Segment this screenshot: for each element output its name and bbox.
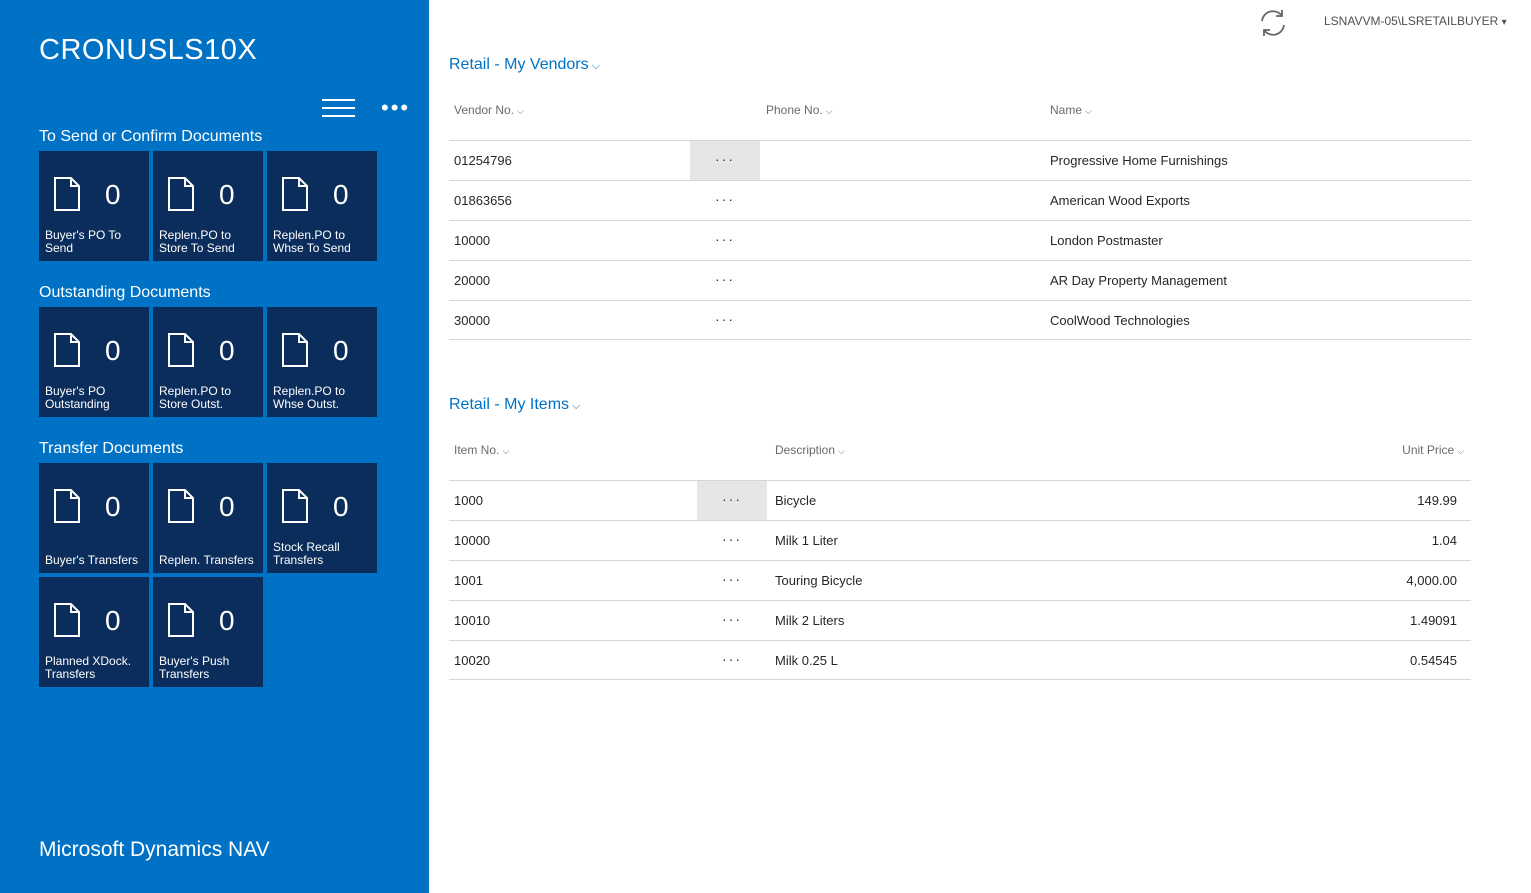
document-icon <box>54 333 80 367</box>
vendor-no-cell[interactable]: 30000 <box>454 313 491 328</box>
column-label: Description <box>775 443 836 457</box>
unit-price-cell: 1.04 <box>1431 533 1457 548</box>
tile-label: Replen. Transfers <box>159 553 254 567</box>
tile-buyers-po-outstanding[interactable] <box>39 307 149 417</box>
tile-stock-recall-transfers[interactable] <box>267 463 377 573</box>
tile-count: 0 <box>333 335 349 366</box>
unit-price-cell: 4,000.00 <box>1406 573 1457 588</box>
more-options-icon[interactable]: ••• <box>381 95 411 120</box>
divider <box>449 560 1471 561</box>
vendors-part-title[interactable] <box>449 56 600 74</box>
divider <box>449 520 1471 521</box>
row-menu-button[interactable]: ··· <box>722 611 742 627</box>
divider <box>449 300 1471 301</box>
document-icon <box>54 603 80 637</box>
hamburger-menu-icon[interactable] <box>322 99 355 119</box>
divider <box>449 140 1471 141</box>
column-header-item-no[interactable] <box>454 443 509 457</box>
chevron-down-icon: ⌵ <box>838 446 845 456</box>
vendor-no-cell[interactable]: 01863656 <box>454 193 512 208</box>
chevron-down-icon: ▾ <box>1501 17 1507 28</box>
divider <box>449 180 1471 181</box>
tile-count: 0 <box>333 179 349 210</box>
chevron-down-icon: ⌵ <box>572 400 581 412</box>
chevron-down-icon: ⌵ <box>517 106 524 116</box>
tile-label: Replen.PO to Whse To Send <box>273 228 351 255</box>
document-icon <box>168 177 194 211</box>
vendors-title-text: Retail - My Vendors <box>449 56 589 73</box>
column-header-unit-price[interactable] <box>1340 443 1464 457</box>
item-no-cell[interactable]: 10000 <box>454 533 491 548</box>
tile-count: 0 <box>105 335 121 366</box>
navigation-pane <box>0 0 429 893</box>
item-no-cell[interactable]: 10020 <box>454 653 491 668</box>
tile-count: 0 <box>105 179 121 210</box>
tile-label: Buyer's Transfers <box>45 553 138 567</box>
item-no-cell[interactable]: 1001 <box>454 573 483 588</box>
unit-price-cell: 149.99 <box>1417 493 1457 508</box>
vendor-name-cell: CoolWood Technologies <box>1050 313 1190 328</box>
divider <box>449 220 1471 221</box>
tile-count: 0 <box>219 179 235 210</box>
document-icon <box>282 333 308 367</box>
user-name: LSNAVVM-05\LSRETAILBUYER <box>1324 14 1499 28</box>
tile-replen-po-whse-outst[interactable] <box>267 307 377 417</box>
item-description-cell: Bicycle <box>775 493 817 508</box>
tile-buyers-push-transfers[interactable] <box>153 577 263 687</box>
document-icon <box>54 489 80 523</box>
item-no-cell[interactable]: 10010 <box>454 613 491 628</box>
tile-replen-po-store-outst[interactable] <box>153 307 263 417</box>
document-icon <box>168 489 194 523</box>
item-description-cell: Milk 1 Liter <box>775 533 838 548</box>
vendor-name-cell: Progressive Home Furnishings <box>1050 153 1228 168</box>
row-menu-button[interactable]: ··· <box>722 571 742 587</box>
vendor-name-cell: American Wood Exports <box>1050 193 1190 208</box>
divider <box>449 640 1471 641</box>
divider <box>449 339 1471 340</box>
tile-count: 0 <box>105 491 121 522</box>
vendor-no-cell[interactable]: 10000 <box>454 233 491 248</box>
tile-count: 0 <box>219 491 235 522</box>
user-menu[interactable] <box>1324 14 1507 28</box>
tile-replen-po-store-to-send[interactable] <box>153 151 263 261</box>
column-header-phone-no[interactable] <box>766 103 833 117</box>
refresh-icon[interactable] <box>1257 7 1289 39</box>
row-menu-button[interactable]: ··· <box>722 531 742 547</box>
column-label: Unit Price <box>1402 443 1455 457</box>
column-label: Item No. <box>454 443 500 457</box>
document-icon <box>282 489 308 523</box>
tile-label: Buyer's PO Outstanding <box>45 384 110 411</box>
vendor-name-cell: AR Day Property Management <box>1050 273 1228 288</box>
column-header-vendor-no[interactable] <box>454 103 524 117</box>
row-menu-button[interactable]: ··· <box>697 481 767 520</box>
product-name: Microsoft Dynamics NAV <box>39 838 270 861</box>
tile-replen-transfers[interactable] <box>153 463 263 573</box>
vendor-no-cell[interactable]: 20000 <box>454 273 491 288</box>
tile-count: 0 <box>333 491 349 522</box>
items-part-title[interactable] <box>449 396 580 414</box>
item-no-cell[interactable]: 1000 <box>454 493 483 508</box>
group-title-transfer: Transfer Documents <box>39 440 184 457</box>
row-menu-button[interactable]: ··· <box>715 311 735 327</box>
tile-count: 0 <box>219 605 235 636</box>
tile-label: Replen.PO to Store Outst. <box>159 384 232 411</box>
group-title-outstanding: Outstanding Documents <box>39 284 211 301</box>
tile-label: Planned XDock. Transfers <box>45 654 132 681</box>
chevron-down-icon: ⌵ <box>1085 106 1092 116</box>
row-menu-button[interactable]: ··· <box>722 651 742 667</box>
item-description-cell: Milk 0.25 L <box>775 653 838 668</box>
row-menu-button[interactable]: ··· <box>715 271 735 287</box>
column-header-description[interactable] <box>775 443 845 457</box>
chevron-down-icon: ⌵ <box>502 446 510 456</box>
unit-price-cell: 1.49091 <box>1410 613 1457 628</box>
row-menu-button[interactable]: ··· <box>715 231 735 247</box>
tile-label: Replen.PO to Whse Outst. <box>273 384 346 411</box>
tile-count: 0 <box>219 335 235 366</box>
tile-buyers-transfers[interactable] <box>39 463 149 573</box>
company-name: CRONUSLS10X <box>39 34 258 66</box>
tile-label: Buyer's PO To Send <box>45 228 122 255</box>
document-icon <box>54 177 80 211</box>
row-menu-button[interactable]: ··· <box>690 141 760 180</box>
document-icon <box>168 333 194 367</box>
tile-planned-xdock-transfers[interactable] <box>39 577 149 687</box>
tile-replen-po-whse-to-send[interactable] <box>267 151 377 261</box>
divider <box>449 679 1471 680</box>
tile-label: Stock Recall Transfers <box>273 540 340 567</box>
document-icon <box>168 603 194 637</box>
tile-count: 0 <box>105 605 121 636</box>
column-label: Vendor No. <box>454 103 515 117</box>
tile-label: Buyer's Push Transfers <box>159 654 230 681</box>
column-label: Phone No. <box>766 103 823 117</box>
chevron-down-icon: ⌵ <box>1457 446 1464 456</box>
vendor-no-cell[interactable]: 01254796 <box>454 153 512 168</box>
unit-price-cell: 0.54545 <box>1410 653 1457 668</box>
item-description-cell: Touring Bicycle <box>775 573 863 588</box>
row-menu-button[interactable]: ··· <box>715 191 735 207</box>
items-title-text: Retail - My Items <box>449 396 570 413</box>
divider <box>449 260 1471 261</box>
chevron-down-icon: ⌵ <box>591 60 600 72</box>
column-header-name[interactable] <box>1050 103 1092 117</box>
column-label: Name <box>1050 103 1083 117</box>
chevron-down-icon: ⌵ <box>825 106 833 116</box>
document-icon <box>282 177 308 211</box>
tile-buyers-po-to-send[interactable] <box>39 151 149 261</box>
divider <box>449 480 1471 481</box>
tile-label: Replen.PO to Store To Send <box>159 228 235 255</box>
vendor-name-cell: London Postmaster <box>1050 233 1163 248</box>
group-title-to-send: To Send or Confirm Documents <box>39 128 263 145</box>
item-description-cell: Milk 2 Liters <box>775 613 845 628</box>
divider <box>449 600 1471 601</box>
